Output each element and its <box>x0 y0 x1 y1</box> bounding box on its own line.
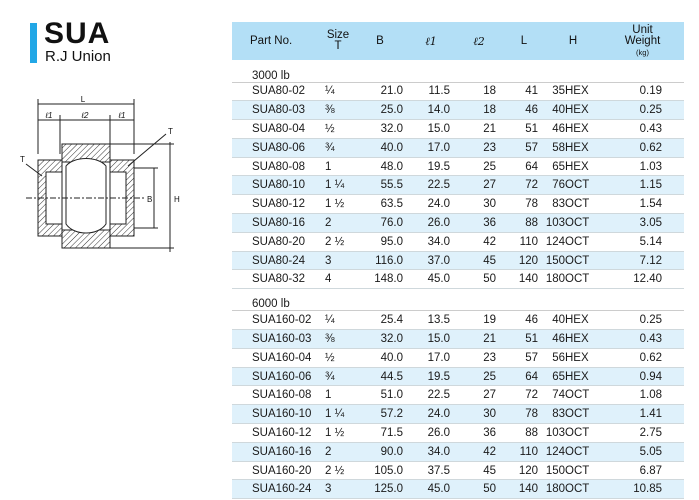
weight-cell: 5.05 <box>601 442 684 461</box>
b-cell: 90.0 <box>353 442 407 461</box>
l1-cell: 37.5 <box>407 461 455 480</box>
h-value-cell: 180 <box>545 480 565 499</box>
h-unit-cell: OCT <box>565 251 601 270</box>
size-cell: 1 ½ <box>323 195 353 214</box>
group-spacer <box>232 289 684 297</box>
h-unit-cell: OCT <box>565 214 601 233</box>
part-number-cell: SUA80-24 <box>232 251 323 270</box>
part-number-cell: SUA80-16 <box>232 214 323 233</box>
h-value-cell: 35 <box>545 82 565 101</box>
weight-cell: 0.43 <box>601 330 684 349</box>
l2-cell: 23 <box>455 138 503 157</box>
table-row <box>232 442 684 461</box>
l2-cell: 27 <box>455 176 503 195</box>
dim-label-B: B <box>147 195 153 204</box>
size-cell: 3 <box>323 251 353 270</box>
L-cell: 88 <box>503 424 545 443</box>
weight-cell: 5.14 <box>601 232 684 251</box>
weight-cell: 1.15 <box>601 176 684 195</box>
group-spacer-cell <box>232 289 684 297</box>
size-cell: 1 <box>323 157 353 176</box>
weight-cell: 1.41 <box>601 405 684 424</box>
header-size <box>323 22 353 60</box>
h-value-cell: 124 <box>545 442 565 461</box>
part-number-cell: SUA160-02 <box>232 311 323 330</box>
L-cell: 64 <box>503 367 545 386</box>
h-value-cell: 180 <box>545 270 565 289</box>
h-unit-cell: HEX <box>565 311 601 330</box>
table-row <box>232 386 684 405</box>
header-l2: ℓ2 <box>473 34 485 48</box>
l2-cell: 18 <box>455 82 503 101</box>
table-row <box>232 101 684 120</box>
b-cell: 148.0 <box>353 270 407 289</box>
part-number-cell: SUA160-06 <box>232 367 323 386</box>
b-cell: 40.0 <box>353 348 407 367</box>
h-value-cell: 58 <box>545 138 565 157</box>
header-L: L <box>520 34 528 47</box>
size-cell: ⅜ <box>323 330 353 349</box>
l1-cell: 34.0 <box>407 232 455 251</box>
part-number-cell: SUA160-10 <box>232 405 323 424</box>
part-number-cell: SUA160-20 <box>232 461 323 480</box>
weight-cell: 0.43 <box>601 120 684 139</box>
header-weight <box>601 22 684 60</box>
page-subtitle: R.J Union <box>45 48 111 65</box>
part-number-cell: SUA160-04 <box>232 348 323 367</box>
h-unit-cell: OCT <box>565 424 601 443</box>
l1-cell: 15.0 <box>407 120 455 139</box>
L-cell: 46 <box>503 311 545 330</box>
part-number-cell: SUA80-32 <box>232 270 323 289</box>
l2-cell: 30 <box>455 405 503 424</box>
l2-cell: 21 <box>455 330 503 349</box>
b-cell: 57.2 <box>353 405 407 424</box>
part-number-cell: SUA80-04 <box>232 120 323 139</box>
l1-cell: 19.5 <box>407 157 455 176</box>
size-cell: 1 ½ <box>323 424 353 443</box>
table-body <box>232 60 684 499</box>
table-row <box>232 405 684 424</box>
b-cell: 63.5 <box>353 195 407 214</box>
b-cell: 48.0 <box>353 157 407 176</box>
header-part-no: Part No. <box>250 34 293 47</box>
L-cell: 78 <box>503 405 545 424</box>
table-row <box>232 195 684 214</box>
h-value-cell: 74 <box>545 386 565 405</box>
size-cell: 1 ¼ <box>323 405 353 424</box>
b-cell: 32.0 <box>353 120 407 139</box>
h-value-cell: 103 <box>545 214 565 233</box>
pressure-group-label: 6000 lb <box>232 297 684 311</box>
h-value-cell: 124 <box>545 232 565 251</box>
l2-cell: 25 <box>455 157 503 176</box>
table-row <box>232 330 684 349</box>
h-value-cell: 65 <box>545 367 565 386</box>
pressure-group-header <box>232 68 684 82</box>
h-value-cell: 56 <box>545 348 565 367</box>
table-row <box>232 367 684 386</box>
l1-cell: 17.0 <box>407 348 455 367</box>
h-unit-cell: OCT <box>565 232 601 251</box>
l1-cell: 17.0 <box>407 138 455 157</box>
L-cell: 120 <box>503 251 545 270</box>
part-number-cell: SUA80-03 <box>232 101 323 120</box>
size-cell: ⅜ <box>323 101 353 120</box>
l1-cell: 34.0 <box>407 442 455 461</box>
header-size-line2: T <box>334 40 342 52</box>
b-cell: 25.4 <box>353 311 407 330</box>
b-cell: 25.0 <box>353 101 407 120</box>
part-number-cell: SUA80-20 <box>232 232 323 251</box>
L-cell: 51 <box>503 330 545 349</box>
dim-label-L: L <box>80 96 86 104</box>
table-row <box>232 120 684 139</box>
h-unit-cell: OCT <box>565 461 601 480</box>
table-row <box>232 176 684 195</box>
h-unit-cell: OCT <box>565 480 601 499</box>
table-row <box>232 157 684 176</box>
l1-cell: 15.0 <box>407 330 455 349</box>
size-cell: 3 <box>323 480 353 499</box>
table-row <box>232 214 684 233</box>
h-value-cell: 150 <box>545 251 565 270</box>
weight-cell: 0.62 <box>601 138 684 157</box>
pressure-group-label: 3000 lb <box>232 68 684 82</box>
table-row <box>232 480 684 499</box>
l1-cell: 22.5 <box>407 176 455 195</box>
size-cell: ½ <box>323 348 353 367</box>
b-cell: 40.0 <box>353 138 407 157</box>
weight-cell: 1.03 <box>601 157 684 176</box>
b-cell: 105.0 <box>353 461 407 480</box>
size-cell: 2 <box>323 442 353 461</box>
spec-table <box>232 22 684 499</box>
table-row <box>232 82 684 101</box>
l2-cell: 30 <box>455 195 503 214</box>
b-cell: 51.0 <box>353 386 407 405</box>
l1-cell: 45.0 <box>407 270 455 289</box>
h-unit-cell: HEX <box>565 330 601 349</box>
l2-cell: 25 <box>455 367 503 386</box>
weight-cell: 3.05 <box>601 214 684 233</box>
header-weight-line2: Weight <box>624 34 661 47</box>
weight-cell: 10.85 <box>601 480 684 499</box>
part-number-cell: SUA160-24 <box>232 480 323 499</box>
dim-label-l1-left: ℓ1 <box>45 111 53 120</box>
weight-cell: 6.87 <box>601 461 684 480</box>
l2-cell: 50 <box>455 480 503 499</box>
part-number-cell: SUA160-16 <box>232 442 323 461</box>
h-unit-cell: OCT <box>565 405 601 424</box>
L-cell: 120 <box>503 461 545 480</box>
l1-cell: 13.5 <box>407 311 455 330</box>
weight-cell: 0.25 <box>601 101 684 120</box>
h-value-cell: 46 <box>545 120 565 139</box>
h-unit-cell: HEX <box>565 120 601 139</box>
l2-cell: 45 <box>455 251 503 270</box>
b-cell: 125.0 <box>353 480 407 499</box>
l1-cell: 45.0 <box>407 480 455 499</box>
l1-cell: 26.0 <box>407 424 455 443</box>
l2-cell: 50 <box>455 270 503 289</box>
l1-cell: 14.0 <box>407 101 455 120</box>
b-cell: 44.5 <box>353 367 407 386</box>
L-cell: 64 <box>503 157 545 176</box>
L-cell: 78 <box>503 195 545 214</box>
L-cell: 57 <box>503 348 545 367</box>
h-unit-cell: HEX <box>565 348 601 367</box>
size-cell: ¾ <box>323 367 353 386</box>
table-row <box>232 311 684 330</box>
b-cell: 76.0 <box>353 214 407 233</box>
size-cell: ¾ <box>323 138 353 157</box>
size-cell: 4 <box>323 270 353 289</box>
part-number-cell: SUA80-12 <box>232 195 323 214</box>
header-b: B <box>376 34 384 47</box>
L-cell: 110 <box>503 442 545 461</box>
b-cell: 116.0 <box>353 251 407 270</box>
h-unit-cell: OCT <box>565 442 601 461</box>
part-number-cell: SUA160-08 <box>232 386 323 405</box>
part-number-cell: SUA160-12 <box>232 424 323 443</box>
table-row <box>232 232 684 251</box>
weight-cell: 1.54 <box>601 195 684 214</box>
header-size-line1: Size <box>326 29 350 41</box>
h-value-cell: 46 <box>545 330 565 349</box>
weight-cell: 7.12 <box>601 251 684 270</box>
l1-cell: 26.0 <box>407 214 455 233</box>
h-unit-cell: HEX <box>565 367 601 386</box>
b-cell: 55.5 <box>353 176 407 195</box>
weight-cell: 0.25 <box>601 311 684 330</box>
h-unit-cell: HEX <box>565 101 601 120</box>
size-cell: ½ <box>323 120 353 139</box>
group-spacer <box>232 60 684 68</box>
size-cell: 2 ½ <box>323 232 353 251</box>
L-cell: 110 <box>503 232 545 251</box>
page-title: SUA <box>44 17 111 50</box>
l2-cell: 42 <box>455 442 503 461</box>
h-unit-cell: OCT <box>565 270 601 289</box>
weight-cell: 2.75 <box>601 424 684 443</box>
table-row <box>232 424 684 443</box>
L-cell: 140 <box>503 270 545 289</box>
L-cell: 57 <box>503 138 545 157</box>
h-value-cell: 83 <box>545 195 565 214</box>
h-value-cell: 83 <box>545 405 565 424</box>
l2-cell: 36 <box>455 214 503 233</box>
l1-cell: 24.0 <box>407 405 455 424</box>
L-cell: 72 <box>503 386 545 405</box>
weight-cell: 0.94 <box>601 367 684 386</box>
l2-cell: 42 <box>455 232 503 251</box>
L-cell: 41 <box>503 82 545 101</box>
part-number-cell: SUA160-03 <box>232 330 323 349</box>
table-row <box>232 251 684 270</box>
part-number-cell: SUA80-10 <box>232 176 323 195</box>
l1-cell: 19.5 <box>407 367 455 386</box>
l2-cell: 23 <box>455 348 503 367</box>
h-value-cell: 103 <box>545 424 565 443</box>
l1-cell: 37.0 <box>407 251 455 270</box>
header-h: H <box>568 34 578 47</box>
dim-label-l2: ℓ2 <box>81 111 89 120</box>
l1-cell: 22.5 <box>407 386 455 405</box>
weight-cell: 0.19 <box>601 82 684 101</box>
l2-cell: 27 <box>455 386 503 405</box>
l2-cell: 21 <box>455 120 503 139</box>
l2-cell: 36 <box>455 424 503 443</box>
table-row <box>232 348 684 367</box>
l1-cell: 24.0 <box>407 195 455 214</box>
L-cell: 46 <box>503 101 545 120</box>
b-cell: 95.0 <box>353 232 407 251</box>
table-row <box>232 138 684 157</box>
part-number-cell: SUA80-08 <box>232 157 323 176</box>
size-cell: ¼ <box>323 311 353 330</box>
h-unit-cell: HEX <box>565 157 601 176</box>
L-cell: 72 <box>503 176 545 195</box>
b-cell: 32.0 <box>353 330 407 349</box>
h-value-cell: 76 <box>545 176 565 195</box>
dim-label-T-left: T <box>20 155 25 164</box>
dim-label-H: H <box>174 195 180 204</box>
h-unit-cell: OCT <box>565 386 601 405</box>
size-cell: 1 <box>323 386 353 405</box>
l2-cell: 18 <box>455 101 503 120</box>
l2-cell: 45 <box>455 461 503 480</box>
h-value-cell: 40 <box>545 101 565 120</box>
h-value-cell: 65 <box>545 157 565 176</box>
dim-label-T-right: T <box>168 127 173 136</box>
h-unit-cell: OCT <box>565 195 601 214</box>
h-unit-cell: HEX <box>565 138 601 157</box>
h-unit-cell: HEX <box>565 82 601 101</box>
header-l1: ℓ1 <box>425 34 437 48</box>
l2-cell: 19 <box>455 311 503 330</box>
l1-cell: 11.5 <box>407 82 455 101</box>
title-accent-bar <box>30 23 37 63</box>
group-spacer-cell <box>232 60 684 68</box>
size-cell: 1 ¼ <box>323 176 353 195</box>
weight-cell: 12.40 <box>601 270 684 289</box>
b-cell: 21.0 <box>353 82 407 101</box>
weight-cell: 1.08 <box>601 386 684 405</box>
pressure-group-header <box>232 297 684 311</box>
size-cell: ¼ <box>323 82 353 101</box>
L-cell: 140 <box>503 480 545 499</box>
L-cell: 88 <box>503 214 545 233</box>
table-row <box>232 270 684 289</box>
h-value-cell: 40 <box>545 311 565 330</box>
part-number-cell: SUA80-02 <box>232 82 323 101</box>
h-value-cell: 150 <box>545 461 565 480</box>
L-cell: 51 <box>503 120 545 139</box>
b-cell: 71.5 <box>353 424 407 443</box>
h-unit-cell: OCT <box>565 176 601 195</box>
dim-label-l1-right: ℓ1 <box>118 111 126 120</box>
header-weight-line1: Unit <box>632 23 653 36</box>
part-number-cell: SUA80-06 <box>232 138 323 157</box>
union-drawing <box>12 96 230 278</box>
size-cell: 2 <box>323 214 353 233</box>
header-weight-unit: (kg) <box>636 47 649 57</box>
weight-cell: 0.62 <box>601 348 684 367</box>
table-row <box>232 461 684 480</box>
table-header-row <box>232 22 684 60</box>
size-cell: 2 ½ <box>323 461 353 480</box>
